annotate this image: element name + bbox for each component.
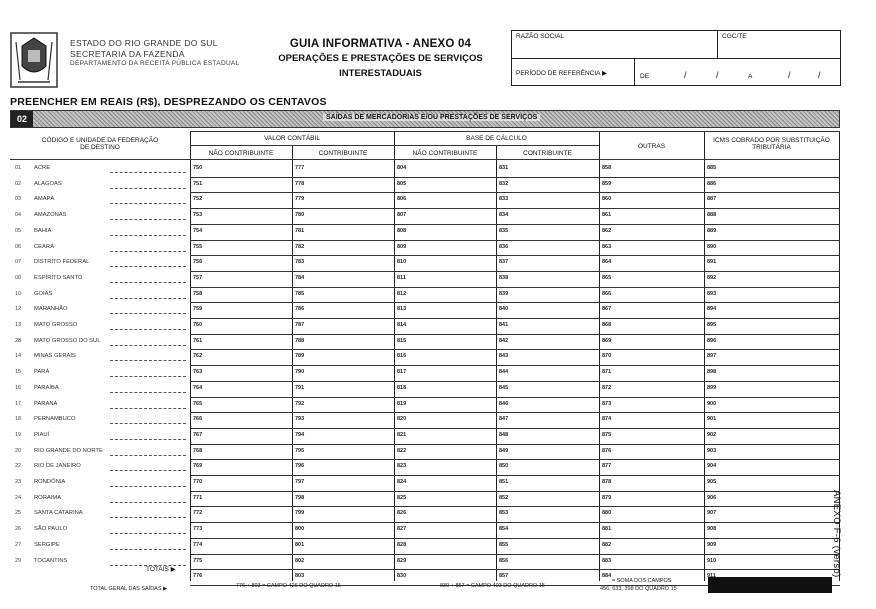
base-total-note: 830 + 857 = CAMPO 403 DO QUADRO 15 <box>440 583 545 589</box>
field-code[interactable]: 794 <box>295 431 305 438</box>
field-code[interactable]: 877 <box>602 463 612 470</box>
field-code[interactable]: 840 <box>499 306 509 313</box>
outras-total-note-2: 456, 633, 398 DO QUADRO 15 <box>600 586 677 592</box>
cgc-te-field[interactable]: CGC/TE <box>722 33 747 40</box>
uf-code: 29 <box>15 557 22 564</box>
uf-code: 20 <box>15 447 22 454</box>
field-code[interactable]: 847 <box>499 416 509 423</box>
field-code[interactable]: 753 <box>193 212 203 219</box>
vc-nao-contribuinte-header: NÃO CONTRIBUINTE <box>208 150 274 157</box>
field-code[interactable]: 780 <box>295 212 305 219</box>
field-code[interactable]: 871 <box>602 369 612 376</box>
uf-name: ESPÍRITO SANTO <box>34 274 83 281</box>
field-code[interactable]: 808 <box>397 227 407 234</box>
field-code[interactable]: 904 <box>707 463 717 470</box>
field-code[interactable]: 796 <box>295 463 305 470</box>
field-code[interactable]: 789 <box>295 353 305 360</box>
uf-name: RIO DE JANEIRO <box>34 463 81 470</box>
bc-nao-contribuinte-header: NÃO CONTRIBUINTE <box>412 150 478 157</box>
field-code[interactable]: 883 <box>602 557 612 564</box>
field-code[interactable]: 797 <box>295 479 305 485</box>
field-code[interactable]: 879 <box>602 494 612 501</box>
field-code[interactable]: 821 <box>397 431 407 438</box>
field-code[interactable]: 764 <box>193 384 203 391</box>
field-code[interactable]: 897 <box>707 353 717 360</box>
field-code[interactable]: 759 <box>193 306 203 313</box>
field-code[interactable]: 768 <box>193 447 203 454</box>
uf-name: GOIÁS <box>34 290 53 297</box>
field-code[interactable]: 784 <box>295 274 305 281</box>
row-leader-line <box>110 470 186 471</box>
field-code[interactable]: 813 <box>397 306 407 313</box>
field-code[interactable]: 801 <box>295 541 305 548</box>
taxpayer-info-box <box>511 30 841 86</box>
uf-name: AMAZONAS <box>34 212 67 219</box>
field-code[interactable]: 900 <box>707 400 717 407</box>
row-leader-line <box>110 203 186 204</box>
field-code[interactable]: 818 <box>397 384 407 391</box>
row-leader-line <box>110 329 186 330</box>
row-leader-line <box>110 266 186 267</box>
field-code[interactable]: 886 <box>707 180 717 187</box>
icms-st-header: ICMS COBRADO POR SUBSTITUIÇÃO TRIBUTÁRIA <box>713 137 830 151</box>
field-code[interactable]: 885 <box>707 165 717 171</box>
field-code[interactable]: 809 <box>397 243 407 250</box>
field-code[interactable]: 815 <box>397 337 407 344</box>
uf-name: ALAGOAS <box>34 180 62 187</box>
field-code[interactable]: 783 <box>295 259 305 266</box>
field-code[interactable]: 750 <box>193 165 203 171</box>
row-leader-line <box>110 251 186 252</box>
uf-code: 13 <box>15 322 22 328</box>
field-code[interactable]: 890 <box>707 243 717 250</box>
row-leader-line <box>110 423 186 424</box>
field-code[interactable]: 775 <box>193 557 203 564</box>
field-code[interactable]: 908 <box>707 526 717 533</box>
field-code[interactable]: 880 <box>602 510 612 517</box>
outras-total-note-1: = SOMA DOS CAMPOS <box>612 578 672 584</box>
org-line-3: DEPARTAMENTO DA RECEITA PÚBLICA ESTADUAL <box>70 60 240 67</box>
form-subtitle-1: OPERAÇÕES E PRESTAÇÕES DE SERVIÇOS <box>278 53 483 64</box>
org-line-1: ESTADO DO RIO GRANDE DO SUL <box>70 38 218 48</box>
field-code[interactable]: 762 <box>193 353 203 360</box>
uf-code: 06 <box>15 243 22 250</box>
interstate-table <box>10 131 840 581</box>
field-code[interactable]: 887 <box>707 196 717 203</box>
uf-code: 25 <box>15 510 22 517</box>
uf-code: 15 <box>15 369 22 376</box>
field-code[interactable]: 848 <box>499 431 509 438</box>
row-leader-line <box>110 517 186 518</box>
fill-instruction: PREENCHER EM REAIS (R$), DESPREZANDO OS CENTAVOS <box>10 96 327 108</box>
vc-contribuinte-header: CONTRIBUINTE <box>318 150 368 157</box>
field-code[interactable]: 798 <box>295 494 305 501</box>
field-code[interactable]: 772 <box>193 510 203 517</box>
field-code[interactable]: 793 <box>295 416 305 423</box>
uf-code: 16 <box>15 384 22 391</box>
field-code[interactable]: 881 <box>602 526 612 533</box>
row-leader-line <box>110 486 186 487</box>
field-code[interactable]: 774 <box>193 541 203 548</box>
field-code[interactable]: 804 <box>397 165 407 171</box>
uf-name: SANTA CATARINA <box>34 510 83 517</box>
field-code[interactable]: 852 <box>499 494 509 501</box>
razao-social-field[interactable]: RAZÃO SOCIAL <box>516 33 565 40</box>
row-leader-line <box>110 345 186 346</box>
field-code[interactable]: 816 <box>397 353 407 360</box>
field-code[interactable]: 855 <box>499 541 509 548</box>
uf-code: 19 <box>15 431 22 438</box>
section-title: SAÍDAS DE MERCADORIAS E/OU PRESTAÇÕES DE SERVIÇOS <box>323 114 540 121</box>
section-number: 02 <box>11 111 33 127</box>
field-code[interactable]: 841 <box>499 322 509 328</box>
uf-code: 27 <box>15 541 22 548</box>
field-code[interactable]: 865 <box>602 274 612 281</box>
field-code[interactable]: 823 <box>397 463 407 470</box>
field-code[interactable]: 888 <box>707 212 717 219</box>
field-code[interactable]: 752 <box>193 196 203 203</box>
field-code[interactable]: 786 <box>295 306 305 313</box>
row-leader-line <box>110 298 186 299</box>
org-line-2: SECRETARIA DA FAZENDA <box>70 48 185 59</box>
form-subtitle-2: INTERESTADUAIS <box>339 68 422 79</box>
field-code[interactable]: 751 <box>193 180 203 187</box>
field-code[interactable]: 842 <box>499 337 509 344</box>
uf-code: 01 <box>15 165 22 171</box>
field-code[interactable]: 802 <box>295 557 305 564</box>
field-code[interactable]: 824 <box>397 479 407 485</box>
row-leader-line <box>110 376 186 377</box>
field-code[interactable]: 757 <box>193 274 203 281</box>
field-code[interactable]: 882 <box>602 541 612 548</box>
field-code[interactable]: 805 <box>397 180 407 187</box>
field-code[interactable]: 843 <box>499 353 509 360</box>
row-leader-line <box>110 219 186 220</box>
uf-name: RONDÔNIA <box>34 479 66 485</box>
field-code[interactable]: 803 <box>295 573 305 580</box>
uf-name: MATO GROSSO DO SUL <box>34 337 101 344</box>
field-code[interactable]: 758 <box>193 290 203 297</box>
field-code[interactable]: 876 <box>602 447 612 454</box>
uf-name: SERGIPE <box>34 541 60 548</box>
field-code[interactable]: 812 <box>397 290 407 297</box>
uf-name: PARÁ <box>34 369 50 376</box>
row-leader-line <box>110 502 186 503</box>
field-code[interactable]: 754 <box>193 227 203 234</box>
field-code[interactable]: 907 <box>707 510 717 517</box>
uf-name: DISTRITO FEDERAL <box>34 259 90 266</box>
field-code[interactable]: 810 <box>397 259 407 266</box>
field-code[interactable]: 903 <box>707 447 717 454</box>
field-code[interactable]: 785 <box>295 290 305 297</box>
field-code[interactable]: 895 <box>707 322 717 328</box>
field-code[interactable]: 909 <box>707 541 717 548</box>
field-code[interactable]: 825 <box>397 494 407 501</box>
field-code[interactable]: 830 <box>397 573 407 580</box>
field-code[interactable]: 800 <box>295 526 305 533</box>
field-code[interactable]: 860 <box>602 196 612 203</box>
field-code[interactable]: 829 <box>397 557 407 564</box>
field-code[interactable]: 831 <box>499 165 509 171</box>
grand-total-label: TOTAL GERAL DAS SAÍDAS ▶ <box>90 586 168 592</box>
row-leader-line <box>110 533 186 534</box>
field-code[interactable]: 814 <box>397 322 407 328</box>
row-leader-line <box>110 188 186 189</box>
field-code[interactable]: 766 <box>193 416 203 423</box>
field-code[interactable]: 828 <box>397 541 407 548</box>
field-code[interactable]: 769 <box>193 463 203 470</box>
row-leader-line <box>110 282 186 283</box>
field-code[interactable]: 776 <box>193 573 203 580</box>
uf-code: 14 <box>15 353 22 360</box>
field-code[interactable]: 835 <box>499 227 509 234</box>
state-coat-of-arms-icon <box>10 32 58 88</box>
field-code[interactable]: 763 <box>193 369 203 376</box>
field-code[interactable]: 838 <box>499 274 509 281</box>
field-code[interactable]: 755 <box>193 243 203 250</box>
uf-code: 28 <box>15 337 22 344</box>
period-from-field[interactable]: DE <box>640 73 650 80</box>
field-code[interactable]: 833 <box>499 196 509 203</box>
field-code[interactable]: 795 <box>295 447 305 454</box>
uf-code: 18 <box>15 416 22 423</box>
date-slash: / <box>684 70 687 80</box>
field-code[interactable]: 846 <box>499 400 509 407</box>
uf-code: 24 <box>15 494 22 501</box>
field-code[interactable]: 822 <box>397 447 407 454</box>
field-code[interactable]: 756 <box>193 259 203 266</box>
field-code[interactable]: 844 <box>499 369 509 376</box>
uf-name: MATO GROSSO <box>34 322 78 328</box>
uf-name: ACRE <box>34 165 51 171</box>
field-code[interactable]: 834 <box>499 212 509 219</box>
field-code[interactable]: 820 <box>397 416 407 423</box>
issuing-organization <box>70 38 270 70</box>
valor-contabil-header: VALOR CONTÁBIL <box>264 135 320 142</box>
form-header <box>8 26 838 94</box>
field-code[interactable]: 811 <box>397 274 406 281</box>
uf-name: MINAS GERAIS <box>34 353 76 360</box>
field-code[interactable]: 837 <box>499 259 509 266</box>
field-code[interactable]: 770 <box>193 479 203 485</box>
field-code[interactable]: 867 <box>602 306 612 313</box>
field-code[interactable]: 873 <box>602 400 612 407</box>
row-leader-line <box>110 235 186 236</box>
field-code[interactable]: 861 <box>602 212 612 219</box>
field-code[interactable]: 893 <box>707 290 717 297</box>
field-code[interactable]: 853 <box>499 510 509 517</box>
row-leader-line <box>110 360 186 361</box>
date-slash: / <box>788 70 791 80</box>
field-code[interactable]: 791 <box>295 384 305 391</box>
field-code[interactable]: 845 <box>499 384 509 391</box>
field-code[interactable]: 863 <box>602 243 612 250</box>
uf-code: 23 <box>15 479 22 485</box>
base-calculo-header: BASE DE CÁLCULO <box>466 135 527 142</box>
field-code[interactable]: 856 <box>499 557 509 564</box>
field-code[interactable]: 790 <box>295 369 305 376</box>
row-leader-line <box>110 392 186 393</box>
bc-contribuinte-header: CONTRIBUINTE <box>523 150 572 157</box>
field-code[interactable]: 872 <box>602 384 612 391</box>
field-code[interactable]: 819 <box>397 400 407 407</box>
field-code[interactable]: 781 <box>295 227 305 234</box>
form-title-block <box>258 38 503 80</box>
field-code[interactable]: 773 <box>193 526 203 533</box>
field-code[interactable]: 851 <box>499 479 509 485</box>
field-code[interactable]: 782 <box>295 243 305 250</box>
uf-code: 17 <box>15 400 22 407</box>
field-code[interactable]: 884 <box>602 573 612 580</box>
uf-code: 05 <box>15 227 22 234</box>
field-code[interactable]: 869 <box>602 337 612 344</box>
row-leader-line <box>110 313 186 314</box>
section-band <box>10 110 840 128</box>
field-code[interactable]: 866 <box>602 290 612 297</box>
field-code[interactable]: 891 <box>707 259 717 266</box>
field-code[interactable]: 878 <box>602 479 612 485</box>
totals-label: TOTAIS ▶ <box>146 566 176 573</box>
uf-code: 10 <box>15 290 22 297</box>
annex-side-label: ANEXO F-6 (verso) <box>831 490 842 578</box>
row-leader-line <box>110 455 186 456</box>
uf-column-header: CÓDIGO E UNIDADE DA FEDERAÇÃO DE DESTINO <box>41 137 159 151</box>
valor-total-note: 776 + 803 = CAMPO 426 DO QUADRO 15 <box>236 583 341 589</box>
field-code[interactable]: 787 <box>295 322 305 328</box>
field-code[interactable]: 858 <box>602 165 612 171</box>
uf-code: 12 <box>15 306 22 313</box>
date-slash: / <box>818 70 821 80</box>
field-code[interactable]: 905 <box>707 479 717 485</box>
uf-name: SÃO PAULO <box>34 526 68 533</box>
field-code[interactable]: 875 <box>602 431 612 438</box>
uf-code: 07 <box>15 259 22 266</box>
form-title: GUIA INFORMATIVA - ANEXO 04 <box>289 38 472 50</box>
uf-code: 08 <box>15 274 22 281</box>
uf-name: BAHIA <box>34 227 52 234</box>
field-code[interactable]: 859 <box>602 180 612 187</box>
field-code[interactable]: 799 <box>295 510 305 517</box>
field-code[interactable]: 826 <box>397 510 407 517</box>
field-code[interactable]: 901 <box>707 416 717 423</box>
field-code[interactable]: 760 <box>193 322 203 328</box>
field-code[interactable]: 910 <box>707 557 717 564</box>
row-leader-line <box>110 172 186 173</box>
uf-name: TOCANTINS <box>34 557 68 564</box>
field-code[interactable]: 857 <box>499 573 509 580</box>
field-code[interactable]: 767 <box>193 431 203 438</box>
field-code[interactable]: 832 <box>499 180 509 187</box>
field-code[interactable]: 902 <box>707 431 717 438</box>
field-code[interactable]: 864 <box>602 259 612 266</box>
field-code[interactable]: 906 <box>707 494 717 501</box>
icms-total-cell <box>708 577 832 593</box>
field-code[interactable]: 761 <box>193 337 203 344</box>
field-code[interactable]: 771 <box>193 494 203 501</box>
field-code[interactable]: 874 <box>602 416 612 423</box>
date-slash: / <box>716 70 719 80</box>
field-code[interactable]: 779 <box>295 196 305 203</box>
field-code[interactable]: 899 <box>707 384 717 391</box>
field-code[interactable]: 868 <box>602 322 612 328</box>
uf-name: PERNAMBUCO <box>34 416 76 423</box>
field-code[interactable]: 896 <box>707 337 717 344</box>
uf-name: CEARÁ <box>34 243 54 250</box>
field-code[interactable]: 836 <box>499 243 509 250</box>
uf-name: MARANHÃO <box>34 306 68 313</box>
field-code[interactable]: 862 <box>602 227 612 234</box>
field-code[interactable]: 849 <box>499 447 509 454</box>
row-leader-line <box>110 408 186 409</box>
uf-code: 04 <box>15 212 22 219</box>
field-code[interactable]: 894 <box>707 306 717 313</box>
field-code[interactable]: 788 <box>295 337 305 344</box>
field-code[interactable]: 889 <box>707 227 717 234</box>
uf-code: 03 <box>15 196 22 203</box>
uf-code: 02 <box>15 180 22 187</box>
uf-code: 22 <box>15 463 22 470</box>
row-leader-line <box>110 549 186 550</box>
field-code[interactable]: 870 <box>602 353 612 360</box>
field-code[interactable]: 850 <box>499 463 509 470</box>
period-to-field[interactable]: A <box>748 73 753 80</box>
field-code[interactable]: 898 <box>707 369 717 376</box>
row-leader-line <box>110 439 186 440</box>
uf-name: AMAPÁ <box>34 196 55 203</box>
uf-name: PIAUÍ <box>34 431 50 438</box>
field-code[interactable]: 765 <box>193 400 203 407</box>
field-code[interactable]: 827 <box>397 526 407 533</box>
field-code[interactable]: 892 <box>707 274 717 281</box>
field-code[interactable]: 839 <box>499 290 509 297</box>
uf-code: 26 <box>15 526 22 533</box>
reference-period-label: PERÍODO DE REFERÊNCIA ▶ <box>516 70 607 77</box>
uf-name: RORAIMA <box>34 494 62 501</box>
outras-header: OUTRAS <box>637 143 666 150</box>
field-code[interactable]: 792 <box>295 400 305 407</box>
uf-name: RIO GRANDE DO NORTE <box>34 447 103 454</box>
field-code[interactable]: 807 <box>397 212 407 219</box>
field-code[interactable]: 854 <box>499 526 509 533</box>
uf-name: PARAÍBA <box>34 384 59 391</box>
field-code[interactable]: 806 <box>397 196 407 203</box>
field-code[interactable]: 778 <box>295 180 305 187</box>
uf-name: PARANÁ <box>34 400 58 407</box>
field-code[interactable]: 817 <box>397 369 407 376</box>
field-code[interactable]: 777 <box>295 165 305 171</box>
